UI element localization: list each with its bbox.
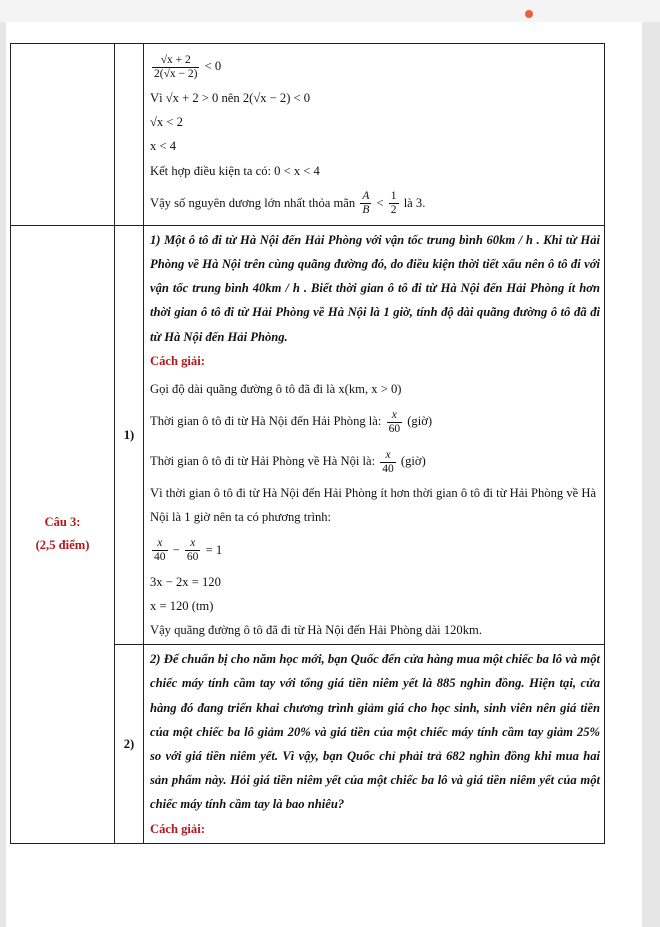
prelude-cell (144, 44, 605, 226)
answer-table (10, 43, 605, 844)
q1-num: 1) (115, 225, 144, 644)
q2-cell (144, 645, 605, 844)
line-vay: Vậy số nguyên dương lớn nhất thỏa mãn $\frac{A}{B}$ < $\frac{1}{2}$ là 3. (150, 190, 426, 217)
q1-equation: $\frac{x}{40}$ − $\frac{x}{60}$ = 1 (154, 537, 223, 564)
viewer-top-bar (0, 0, 660, 22)
num-cell-empty (115, 44, 144, 226)
cau-points: (2,5 điểm) (35, 538, 90, 553)
q1-cach-giai: Cách giải: (150, 353, 205, 368)
fraction: $\frac{√x + 2}{2(√x - 2)}$ (154, 53, 198, 80)
q1-eq2: 3x − 2x = 120 (150, 574, 221, 589)
q2-problem: 2) Để chuẩn bị cho năm học mới, bạn Quốc đến cửa hàng mua một chiếc ba lô và một chiếc máy tính cầm tay với tổng giá tiền niêm yết là 885 nghìn đồng. Hiện tại, cửa hàng đó đang triển khai chương trình giảm giá cho học sinh, sinh viên nên giá tiền của một chiếc ba lô giảm 20% và giá tiền của một chiếc máy tính cầm tay giảm 25% so với giá tiền niêm yết. Vì vậy, bạn Quốc chỉ phải trả 682 nghìn đồng khi mua hai sản phẩm này. Hỏi giá tiền niêm yết của một chiếc ba lô và giá tiền niêm yết của một chiếc máy tính cầm tay là bao nhiêu? (150, 652, 600, 812)
table-row (11, 225, 605, 644)
table-row (11, 44, 605, 226)
q1-goi: Gọi độ dài quãng đường ô tô đã đi là x(km, x > 0) (150, 382, 402, 397)
q1-t1: Thời gian ô tô đi từ Hà Nội đến Hải Phòng là: $\frac{x}{60}$ (giờ) (150, 408, 433, 435)
inequality-line: $\frac{√x + 2}{2(√x - 2)}$ < 0 (154, 53, 222, 80)
q1-cell (144, 225, 605, 644)
cau-cell-empty (11, 44, 115, 226)
record-dot-icon (525, 10, 533, 18)
line-vi: Vì √x + 2 > 0 nên 2(√x − 2) < 0 (150, 91, 311, 105)
q2-cach-giai: Cách giải: (150, 821, 205, 836)
q1-vi-line: Vì thời gian ô tô đi từ Hà Nội đến Hải Phòng ít hơn thời gian ô tô đi từ Hải Phòng về Hà Nội là 1 giờ nên ta có phương trình: (150, 486, 597, 525)
line-x: x < 4 (150, 139, 176, 154)
q1-t2: Thời gian ô tô đi từ Hải Phòng về Hà Nội là: $\frac{x}{40}$ (giờ) (150, 448, 426, 475)
cau-label: Câu 3: (44, 515, 81, 530)
q2-num: 2) (115, 645, 144, 844)
line-sqrt: √x < 2 (150, 115, 183, 130)
q1-problem: 1) Một ô tô đi từ Hà Nội đến Hải Phòng với vận tốc trung bình 60km / h . Khi từ Hải Phòng về Hà Nội trên cùng quãng đường đó, do điều kiện thời tiết xấu nên ô tô đi với vận tốc trung bình 40km / h . Biết thời gian ô tô đi từ Hà Nội đến Hải Phòng ít hơn thời gian ô tô đi từ Hải Phòng về Hà Nội là 1 giờ, tính độ dài quãng đường ô tô đã đi từ Hà Nội đến Hải Phòng. (150, 232, 600, 344)
cau-cell (11, 225, 115, 843)
line-ket-hop: Kết hợp điều kiện ta có: 0 < x < 4 (150, 163, 320, 178)
q1-conclusion: Vậy quãng đường ô tô đã đi từ Hà Nội đến Hải Phòng dài 120km. (150, 623, 482, 638)
q1-eq3: x = 120 (tm) (150, 598, 214, 613)
